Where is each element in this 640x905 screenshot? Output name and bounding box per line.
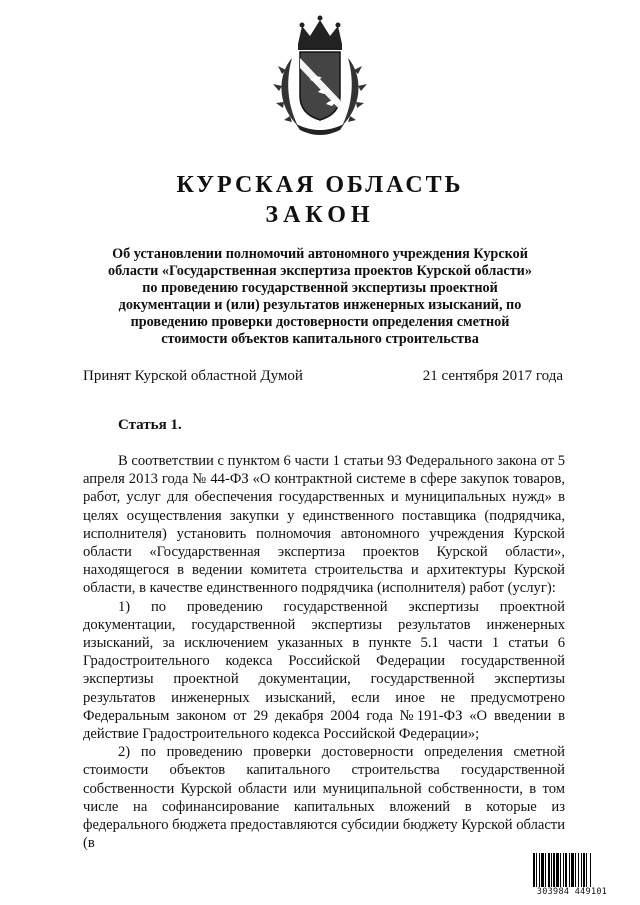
adoption-date: 21 сентября 2017 года <box>422 368 563 384</box>
article-paragraph: 1) по проведению государственной экспертизы проектной документации, государственной экспертизы результатов инженерных изысканий, за исключением указанных в пункте 5.1 части 1 статьи 6 Градостроительного кодекса Российской Федерации государственной экспертизы проектной документации, государственной экспертизы результатов инженерных изысканий, если иное не предусмотрено Федеральным законом от 29 декабря 2004 года №191-ФЗ «О введении в действие Градостроительного кодекса Российской Федерации»; <box>83 598 565 743</box>
article-body <box>83 452 565 852</box>
region-title: КУРСКАЯ ОБЛАСТЬ <box>176 172 464 198</box>
law-subject-title: Об установлении полномочий автономного учреждения Курской области «Государственная экспертиза проектов Курской области» по проведению государственной экспертизы проектной документации и (или) результатов инженерных изысканий, по проведению проверки достоверности определения сметной стоимости объектов капитального строительства <box>108 246 532 347</box>
article-heading: Статья 1. <box>118 417 182 433</box>
document-barcode <box>533 853 611 899</box>
adopting-body: Принят Курской областной Думой <box>83 368 303 384</box>
barcode-bars <box>533 853 611 887</box>
article-paragraph: В соответствии с пунктом 6 части 1 статьи 93 Федерального закона от 5 апреля 2013 года № 44-ФЗ «О контрактной системе в сфере закупок товаров, работ, услуг для обеспечения государственных и муниципальных нужд» в целях осуществления закупки у единственного поставщика (подрядчика, исполнителя) установить полномочия автономного учреждения Курской области «Государственная экспертиза проектов Курской области», находящегося в ведении комитета строительства и архитектуры Курской области, в качестве единственного подрядчика (исполнителя) работ (услуг): <box>83 453 565 597</box>
article-paragraph: 2) по проведению проверки достоверности определения сметной стоимости объектов капитального строительства государственной собственности Курской области или муниципальной собственности, в том числе на софинансирование капитальных вложений в которые из федерального бюджета предоставляются субсидии бюджету Курской области (в <box>83 744 565 852</box>
barcode-number: 303984 449101 <box>536 887 608 897</box>
document-type-title: ЗАКОН <box>265 202 375 228</box>
adoption-line <box>83 367 563 385</box>
kursk-coat-of-arms-icon <box>268 14 372 138</box>
